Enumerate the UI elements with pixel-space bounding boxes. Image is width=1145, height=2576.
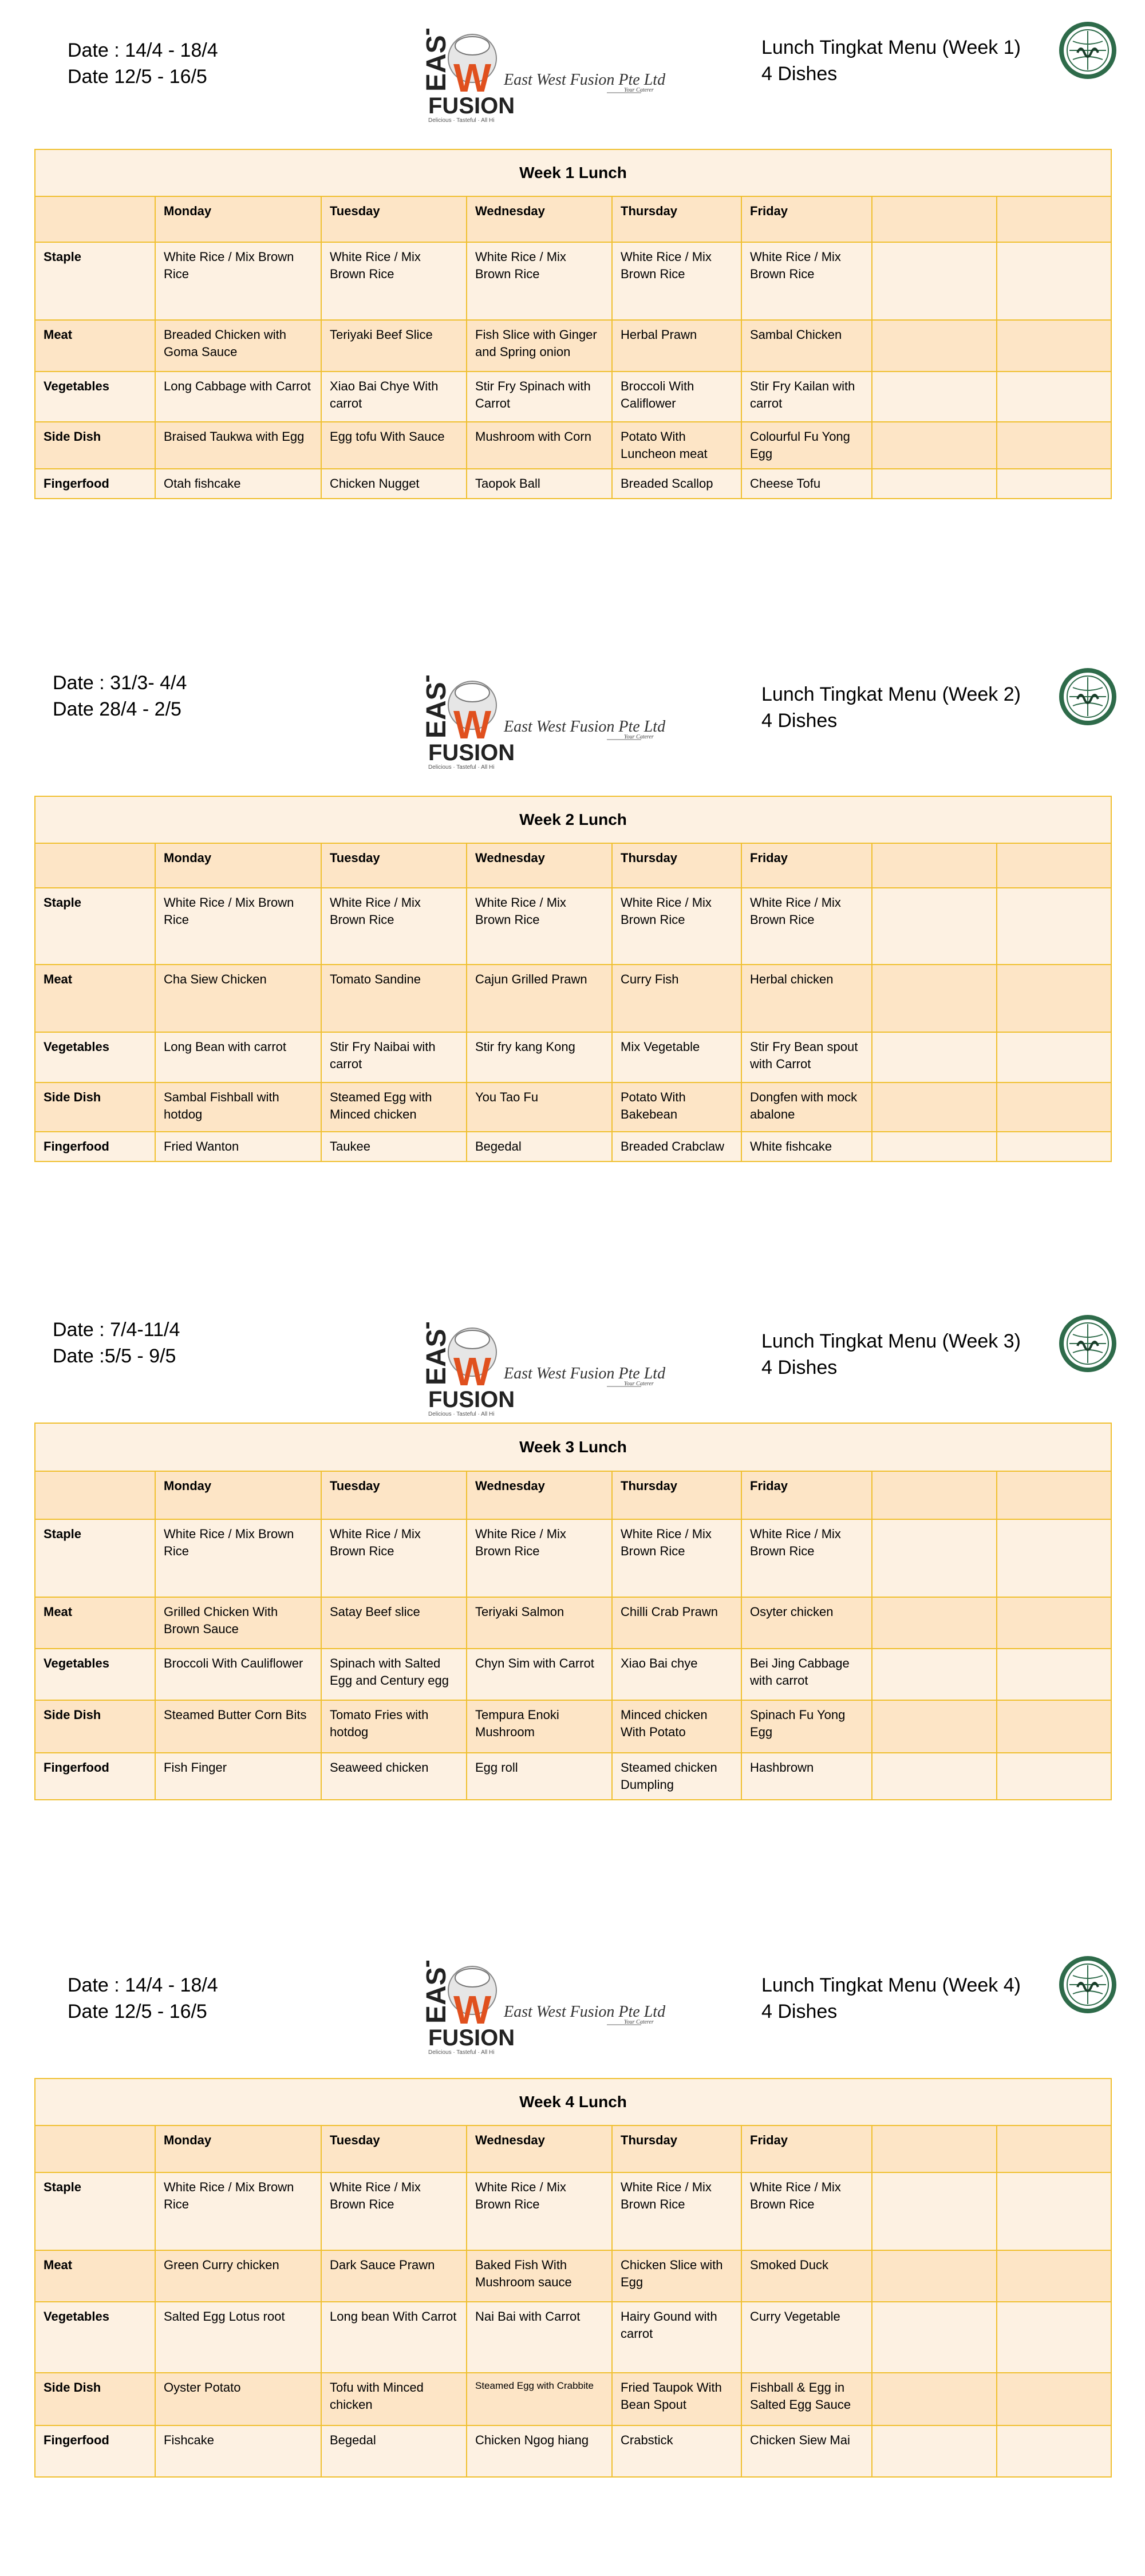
empty-header-cell <box>872 196 997 242</box>
day-header-monday: Monday <box>155 2125 321 2172</box>
header-corner-cell <box>35 196 155 242</box>
empty-cell <box>997 1132 1111 1161</box>
dish-cell: Braised Taukwa with Egg <box>155 422 321 469</box>
dish-cell: Stir Fry Naibai with carrot <box>321 1032 467 1082</box>
dish-cell: Long Cabbage with Carrot <box>155 372 321 422</box>
dish-cell: Minced chicken With Potato <box>612 1700 741 1753</box>
table-row <box>35 372 1111 422</box>
dish-cell: Sambal Chicken <box>741 320 872 372</box>
empty-cell <box>997 1649 1111 1700</box>
dish-cell: Begedal <box>321 2425 467 2477</box>
table-row <box>35 1519 1111 1597</box>
dish-cell: Broccoli With Califlower <box>612 372 741 422</box>
dish-cell: Chicken Ngog hiang <box>467 2425 612 2477</box>
row-label-side-dish: Side Dish <box>35 422 155 469</box>
table-row <box>35 469 1111 499</box>
dish-cell: Chicken Slice with Egg <box>612 2250 741 2302</box>
dish-cell: Fish Finger <box>155 1753 321 1800</box>
dish-cell: Egg roll <box>467 1753 612 1800</box>
logo-subtext: Delicious · Tasteful · All Hi <box>428 764 495 771</box>
logo-east-text: EAST <box>421 675 452 738</box>
row-label-vegetables: Vegetables <box>35 1649 155 1700</box>
empty-cell <box>997 1597 1111 1649</box>
dish-cell: Fish Slice with Ginger and Spring onion <box>467 320 612 372</box>
empty-cell <box>997 965 1111 1032</box>
day-header-row <box>35 1471 1111 1519</box>
date-range <box>53 1317 180 1369</box>
dish-cell: Fried Wanton <box>155 1132 321 1161</box>
dish-cell: Stir Fry Bean spout with Carrot <box>741 1032 872 1082</box>
row-label-vegetables: Vegetables <box>35 1032 155 1082</box>
empty-cell <box>997 888 1111 965</box>
day-header-wednesday: Wednesday <box>467 2125 612 2172</box>
empty-cell <box>872 1700 997 1753</box>
dish-cell: White Rice / Mix Brown Rice <box>155 888 321 965</box>
day-header-friday: Friday <box>741 196 872 242</box>
day-header-wednesday: Wednesday <box>467 1471 612 1519</box>
empty-cell <box>872 965 997 1032</box>
row-label-meat: Meat <box>35 965 155 1032</box>
dish-cell: White Rice / Mix Brown Rice <box>467 1519 612 1597</box>
dish-count: 4 Dishes <box>761 2001 838 2022</box>
dish-cell: White fishcake <box>741 1132 872 1161</box>
empty-cell <box>872 2302 997 2373</box>
menu-heading <box>761 34 1021 87</box>
dish-cell: Stir fry kang Kong <box>467 1032 612 1082</box>
menu-heading <box>761 681 1021 734</box>
empty-cell <box>872 422 997 469</box>
dish-cell: Sambal Fishball with hotdog <box>155 1082 321 1132</box>
dish-cell: White Rice / Mix Brown Rice <box>321 2172 467 2250</box>
lunch-menu-table <box>34 149 1112 499</box>
dish-cell: Grilled Chicken With Brown Sauce <box>155 1597 321 1649</box>
date-line-1: Date : 14/4 - 18/4 <box>68 39 218 61</box>
dish-cell: Stir Fry Spinach with Carrot <box>467 372 612 422</box>
date-line-2: Date 12/5 - 16/5 <box>68 66 207 88</box>
dish-cell: Fishcake <box>155 2425 321 2477</box>
date-line-2: Date 28/4 - 2/5 <box>53 698 181 720</box>
dish-cell: Cha Siew Chicken <box>155 965 321 1032</box>
header-corner-cell <box>35 843 155 888</box>
company-tagline: Your Caterer <box>624 2019 654 2025</box>
empty-cell <box>997 422 1111 469</box>
company-tagline: Your Caterer <box>624 734 654 740</box>
logo-fusion-text: FUSION <box>428 2025 515 2050</box>
table-title: Week 2 Lunch <box>35 796 1111 843</box>
lunch-menu-table <box>34 1423 1112 1800</box>
company-tagline: Your Caterer <box>624 1381 654 1387</box>
dish-cell: White Rice / Mix Brown Rice <box>321 888 467 965</box>
empty-cell <box>872 1753 997 1800</box>
dish-cell: Tomato Fries with hotdog <box>321 1700 467 1753</box>
dish-cell: Satay Beef slice <box>321 1597 467 1649</box>
empty-header-cell <box>872 1471 997 1519</box>
day-header-thursday: Thursday <box>612 196 741 242</box>
table-row <box>35 2373 1111 2425</box>
menu-title: Lunch Tingkat Menu (Week 4) <box>761 1974 1021 1996</box>
logo-east-text: EAST <box>421 1961 452 2024</box>
dish-cell: White Rice / Mix Brown Rice <box>321 242 467 320</box>
date-line-2: Date :5/5 - 9/5 <box>53 1345 176 1367</box>
date-line-1: Date : 31/3- 4/4 <box>53 672 187 694</box>
day-header-friday: Friday <box>741 1471 872 1519</box>
empty-cell <box>997 320 1111 372</box>
dish-cell: Steamed Egg with Crabbite <box>467 2373 612 2425</box>
table-title-row <box>35 796 1111 843</box>
company-name: East West Fusion Pte Ltd <box>504 2003 666 2021</box>
logo-fusion-text: FUSION <box>428 93 515 118</box>
row-label-staple: Staple <box>35 888 155 965</box>
dish-cell: Dark Sauce Prawn <box>321 2250 467 2302</box>
logo-east-text: EAST <box>421 1322 452 1385</box>
table-title: Week 3 Lunch <box>35 1423 1111 1471</box>
row-label-meat: Meat <box>35 320 155 372</box>
day-header-row <box>35 196 1111 242</box>
dish-cell: White Rice / Mix Brown Rice <box>155 242 321 320</box>
logo-subtext: Delicious · Tasteful · All Hi <box>428 2049 495 2056</box>
dish-cell: White Rice / Mix Brown Rice <box>155 2172 321 2250</box>
dish-cell: White Rice / Mix Brown Rice <box>467 242 612 320</box>
company-logo-graphic <box>418 29 670 126</box>
lunch-menu-table <box>34 2078 1112 2478</box>
dish-cell: Curry Vegetable <box>741 2302 872 2373</box>
empty-header-cell <box>997 843 1111 888</box>
day-header-tuesday: Tuesday <box>321 196 467 242</box>
dish-cell: Egg tofu With Sauce <box>321 422 467 469</box>
dish-cell: White Rice / Mix Brown Rice <box>612 2172 741 2250</box>
empty-cell <box>872 372 997 422</box>
date-line-2: Date 12/5 - 16/5 <box>68 2001 207 2022</box>
halal-seal-icon <box>1058 21 1118 80</box>
dish-count: 4 Dishes <box>761 710 838 732</box>
dish-cell: Cajun Grilled Prawn <box>467 965 612 1032</box>
table-row <box>35 1597 1111 1649</box>
empty-cell <box>997 2302 1111 2373</box>
empty-cell <box>997 242 1111 320</box>
table-row <box>35 965 1111 1032</box>
dish-cell: Chicken Nugget <box>321 469 467 499</box>
day-header-thursday: Thursday <box>612 2125 741 2172</box>
day-header-row <box>35 2125 1111 2172</box>
menu-heading <box>761 1972 1021 2025</box>
empty-cell <box>872 1032 997 1082</box>
dish-cell: Smoked Duck <box>741 2250 872 2302</box>
dish-cell: Dongfen with mock abalone <box>741 1082 872 1132</box>
day-header-friday: Friday <box>741 843 872 888</box>
empty-cell <box>872 469 997 499</box>
row-label-meat: Meat <box>35 1597 155 1649</box>
dish-cell: Long bean With Carrot <box>321 2302 467 2373</box>
company-logo-graphic <box>418 675 670 773</box>
day-header-tuesday: Tuesday <box>321 1471 467 1519</box>
dish-cell: Chicken Siew Mai <box>741 2425 872 2477</box>
table-row <box>35 1649 1111 1700</box>
menu-title: Lunch Tingkat Menu (Week 2) <box>761 683 1021 705</box>
dish-cell: Herbal Prawn <box>612 320 741 372</box>
row-label-vegetables: Vegetables <box>35 372 155 422</box>
table-row <box>35 320 1111 372</box>
dish-cell: Breaded Crabclaw <box>612 1132 741 1161</box>
table-title-row <box>35 1423 1111 1471</box>
logo-fusion-text: FUSION <box>428 740 515 765</box>
date-range <box>68 1972 218 2025</box>
dish-cell: Green Curry chicken <box>155 2250 321 2302</box>
row-label-fingerfood: Fingerfood <box>35 1753 155 1800</box>
dish-cell: Baked Fish With Mushroom sauce <box>467 2250 612 2302</box>
day-header-tuesday: Tuesday <box>321 843 467 888</box>
row-label-staple: Staple <box>35 2172 155 2250</box>
row-label-fingerfood: Fingerfood <box>35 469 155 499</box>
dish-cell: Steamed Egg with Minced chicken <box>321 1082 467 1132</box>
dish-count: 4 Dishes <box>761 1357 838 1378</box>
date-range <box>68 37 218 90</box>
date-line-1: Date : 7/4-11/4 <box>53 1319 180 1341</box>
header-corner-cell <box>35 1471 155 1519</box>
empty-cell <box>997 2250 1111 2302</box>
table-title: Week 1 Lunch <box>35 149 1111 196</box>
dish-cell: Spinach Fu Yong Egg <box>741 1700 872 1753</box>
table-row <box>35 1753 1111 1800</box>
dish-cell: Potato With Luncheon meat <box>612 422 741 469</box>
empty-cell <box>997 2373 1111 2425</box>
dish-cell: Xiao Bai Chye With carrot <box>321 372 467 422</box>
dish-cell: Colourful Fu Yong Egg <box>741 422 872 469</box>
day-header-friday: Friday <box>741 2125 872 2172</box>
day-header-thursday: Thursday <box>612 1471 741 1519</box>
company-logo <box>418 675 670 773</box>
empty-header-cell <box>872 2125 997 2172</box>
company-name: East West Fusion Pte Ltd <box>504 718 666 736</box>
empty-header-cell <box>997 1471 1111 1519</box>
dish-cell: White Rice / Mix Brown Rice <box>467 888 612 965</box>
empty-cell <box>997 1082 1111 1132</box>
empty-cell <box>997 372 1111 422</box>
dish-cell: Curry Fish <box>612 965 741 1032</box>
empty-cell <box>872 1519 997 1597</box>
dish-cell: Crabstick <box>612 2425 741 2477</box>
empty-header-cell <box>997 196 1111 242</box>
company-logo <box>418 1322 670 1420</box>
empty-cell <box>997 1032 1111 1082</box>
dish-cell: Nai Bai with Carrot <box>467 2302 612 2373</box>
date-range <box>53 670 187 722</box>
date-line-1: Date : 14/4 - 18/4 <box>68 1974 218 1996</box>
dish-cell: Taopok Ball <box>467 469 612 499</box>
day-header-tuesday: Tuesday <box>321 2125 467 2172</box>
empty-cell <box>872 2172 997 2250</box>
lunch-menu-table <box>34 796 1112 1162</box>
dish-cell: Long Bean with carrot <box>155 1032 321 1082</box>
table-title-row <box>35 149 1111 196</box>
company-logo <box>418 29 670 126</box>
dish-cell: Steamed Butter Corn Bits <box>155 1700 321 1753</box>
company-name: East West Fusion Pte Ltd <box>504 1365 666 1382</box>
row-label-side-dish: Side Dish <box>35 1082 155 1132</box>
table-row <box>35 2425 1111 2477</box>
logo-subtext: Delicious · Tasteful · All Hi <box>428 117 495 124</box>
logo-w-letter: W <box>453 702 492 747</box>
table-row <box>35 888 1111 965</box>
table-row <box>35 242 1111 320</box>
company-logo <box>418 1961 670 2058</box>
header-corner-cell <box>35 2125 155 2172</box>
dish-cell: White Rice / Mix Brown Rice <box>612 242 741 320</box>
dish-cell: Stir Fry Kailan with carrot <box>741 372 872 422</box>
empty-cell <box>872 888 997 965</box>
empty-cell <box>872 2425 997 2477</box>
empty-cell <box>997 2172 1111 2250</box>
empty-cell <box>872 1082 997 1132</box>
dish-cell: Hairy Gound with carrot <box>612 2302 741 2373</box>
dish-cell: Tofu with Minced chicken <box>321 2373 467 2425</box>
dish-cell: Breaded Scallop <box>612 469 741 499</box>
empty-cell <box>872 2250 997 2302</box>
dish-cell: Broccoli With Cauliflower <box>155 1649 321 1700</box>
dish-cell: Breaded Chicken with Goma Sauce <box>155 320 321 372</box>
table-row <box>35 422 1111 469</box>
company-tagline: Your Caterer <box>624 87 654 93</box>
dish-cell: You Tao Fu <box>467 1082 612 1132</box>
dish-cell: White Rice / Mix Brown Rice <box>155 1519 321 1597</box>
dish-cell: Chilli Crab Prawn <box>612 1597 741 1649</box>
empty-cell <box>997 469 1111 499</box>
empty-cell <box>872 2373 997 2425</box>
table-row <box>35 2172 1111 2250</box>
dish-cell: White Rice / Mix Brown Rice <box>467 2172 612 2250</box>
table-row <box>35 2250 1111 2302</box>
empty-cell <box>872 242 997 320</box>
table-title: Week 4 Lunch <box>35 2079 1111 2125</box>
empty-cell <box>997 1700 1111 1753</box>
dish-cell: Taukee <box>321 1132 467 1161</box>
dish-cell: Tomato Sandine <box>321 965 467 1032</box>
dish-cell: Chyn Sim with Carrot <box>467 1649 612 1700</box>
dish-cell: White Rice / Mix Brown Rice <box>612 1519 741 1597</box>
empty-header-cell <box>997 2125 1111 2172</box>
dish-cell: Fishball & Egg in Salted Egg Sauce <box>741 2373 872 2425</box>
day-header-monday: Monday <box>155 196 321 242</box>
empty-cell <box>872 1649 997 1700</box>
dish-cell: Potato With Bakebean <box>612 1082 741 1132</box>
halal-seal-icon <box>1058 1955 1118 2014</box>
table-row <box>35 1032 1111 1082</box>
dish-cell: Tempura Enoki Mushroom <box>467 1700 612 1753</box>
row-label-side-dish: Side Dish <box>35 1700 155 1753</box>
dish-cell: White Rice / Mix Brown Rice <box>741 242 872 320</box>
row-label-vegetables: Vegetables <box>35 2302 155 2373</box>
dish-cell: Spinach with Salted Egg and Century egg <box>321 1649 467 1700</box>
dish-cell: Steamed chicken Dumpling <box>612 1753 741 1800</box>
row-label-staple: Staple <box>35 1519 155 1597</box>
company-logo-graphic <box>418 1322 670 1420</box>
table-row <box>35 1700 1111 1753</box>
dish-cell: Xiao Bai chye <box>612 1649 741 1700</box>
halal-seal-icon <box>1058 667 1118 726</box>
row-label-meat: Meat <box>35 2250 155 2302</box>
dish-cell: Teriyaki Beef Slice <box>321 320 467 372</box>
dish-cell: Salted Egg Lotus root <box>155 2302 321 2373</box>
logo-fusion-text: FUSION <box>428 1387 515 1412</box>
table-title-row <box>35 2079 1111 2125</box>
row-label-staple: Staple <box>35 242 155 320</box>
dish-cell: Cheese Tofu <box>741 469 872 499</box>
dish-cell: Hashbrown <box>741 1753 872 1800</box>
day-header-thursday: Thursday <box>612 843 741 888</box>
dish-cell: White Rice / Mix Brown Rice <box>612 888 741 965</box>
row-label-fingerfood: Fingerfood <box>35 2425 155 2477</box>
table-row <box>35 1082 1111 1132</box>
logo-w-letter: W <box>453 56 492 100</box>
company-logo-graphic <box>418 1961 670 2058</box>
dish-cell: Herbal chicken <box>741 965 872 1032</box>
empty-cell <box>872 1132 997 1161</box>
empty-header-cell <box>872 843 997 888</box>
dish-cell: Seaweed chicken <box>321 1753 467 1800</box>
empty-cell <box>997 2425 1111 2477</box>
dish-cell: Mushroom with Corn <box>467 422 612 469</box>
table-row <box>35 1132 1111 1161</box>
day-header-row <box>35 843 1111 888</box>
day-header-wednesday: Wednesday <box>467 196 612 242</box>
halal-seal-icon <box>1058 1314 1118 1373</box>
day-header-wednesday: Wednesday <box>467 843 612 888</box>
menu-title: Lunch Tingkat Menu (Week 3) <box>761 1330 1021 1352</box>
company-name: East West Fusion Pte Ltd <box>504 71 666 89</box>
day-header-monday: Monday <box>155 1471 321 1519</box>
dish-cell: White Rice / Mix Brown Rice <box>321 1519 467 1597</box>
dish-cell: Otah fishcake <box>155 469 321 499</box>
logo-w-letter: W <box>453 1988 492 2032</box>
day-header-monday: Monday <box>155 843 321 888</box>
empty-cell <box>997 1753 1111 1800</box>
logo-subtext: Delicious · Tasteful · All Hi <box>428 1411 495 1417</box>
dish-cell: Bei Jing Cabbage with carrot <box>741 1649 872 1700</box>
menu-heading <box>761 1328 1021 1381</box>
dish-cell: Osyter chicken <box>741 1597 872 1649</box>
logo-east-text: EAST <box>421 29 452 92</box>
table-row <box>35 2302 1111 2373</box>
empty-cell <box>872 1597 997 1649</box>
menu-title: Lunch Tingkat Menu (Week 1) <box>761 37 1021 58</box>
row-label-fingerfood: Fingerfood <box>35 1132 155 1161</box>
dish-cell: Teriyaki Salmon <box>467 1597 612 1649</box>
logo-w-letter: W <box>453 1349 492 1394</box>
dish-count: 4 Dishes <box>761 63 838 85</box>
empty-cell <box>997 1519 1111 1597</box>
dish-cell: Mix Vegetable <box>612 1032 741 1082</box>
dish-cell: White Rice / Mix Brown Rice <box>741 1519 872 1597</box>
dish-cell: Fried Taupok With Bean Spout <box>612 2373 741 2425</box>
dish-cell: White Rice / Mix Brown Rice <box>741 888 872 965</box>
dish-cell: Begedal <box>467 1132 612 1161</box>
empty-cell <box>872 320 997 372</box>
row-label-side-dish: Side Dish <box>35 2373 155 2425</box>
dish-cell: Oyster Potato <box>155 2373 321 2425</box>
dish-cell: White Rice / Mix Brown Rice <box>741 2172 872 2250</box>
